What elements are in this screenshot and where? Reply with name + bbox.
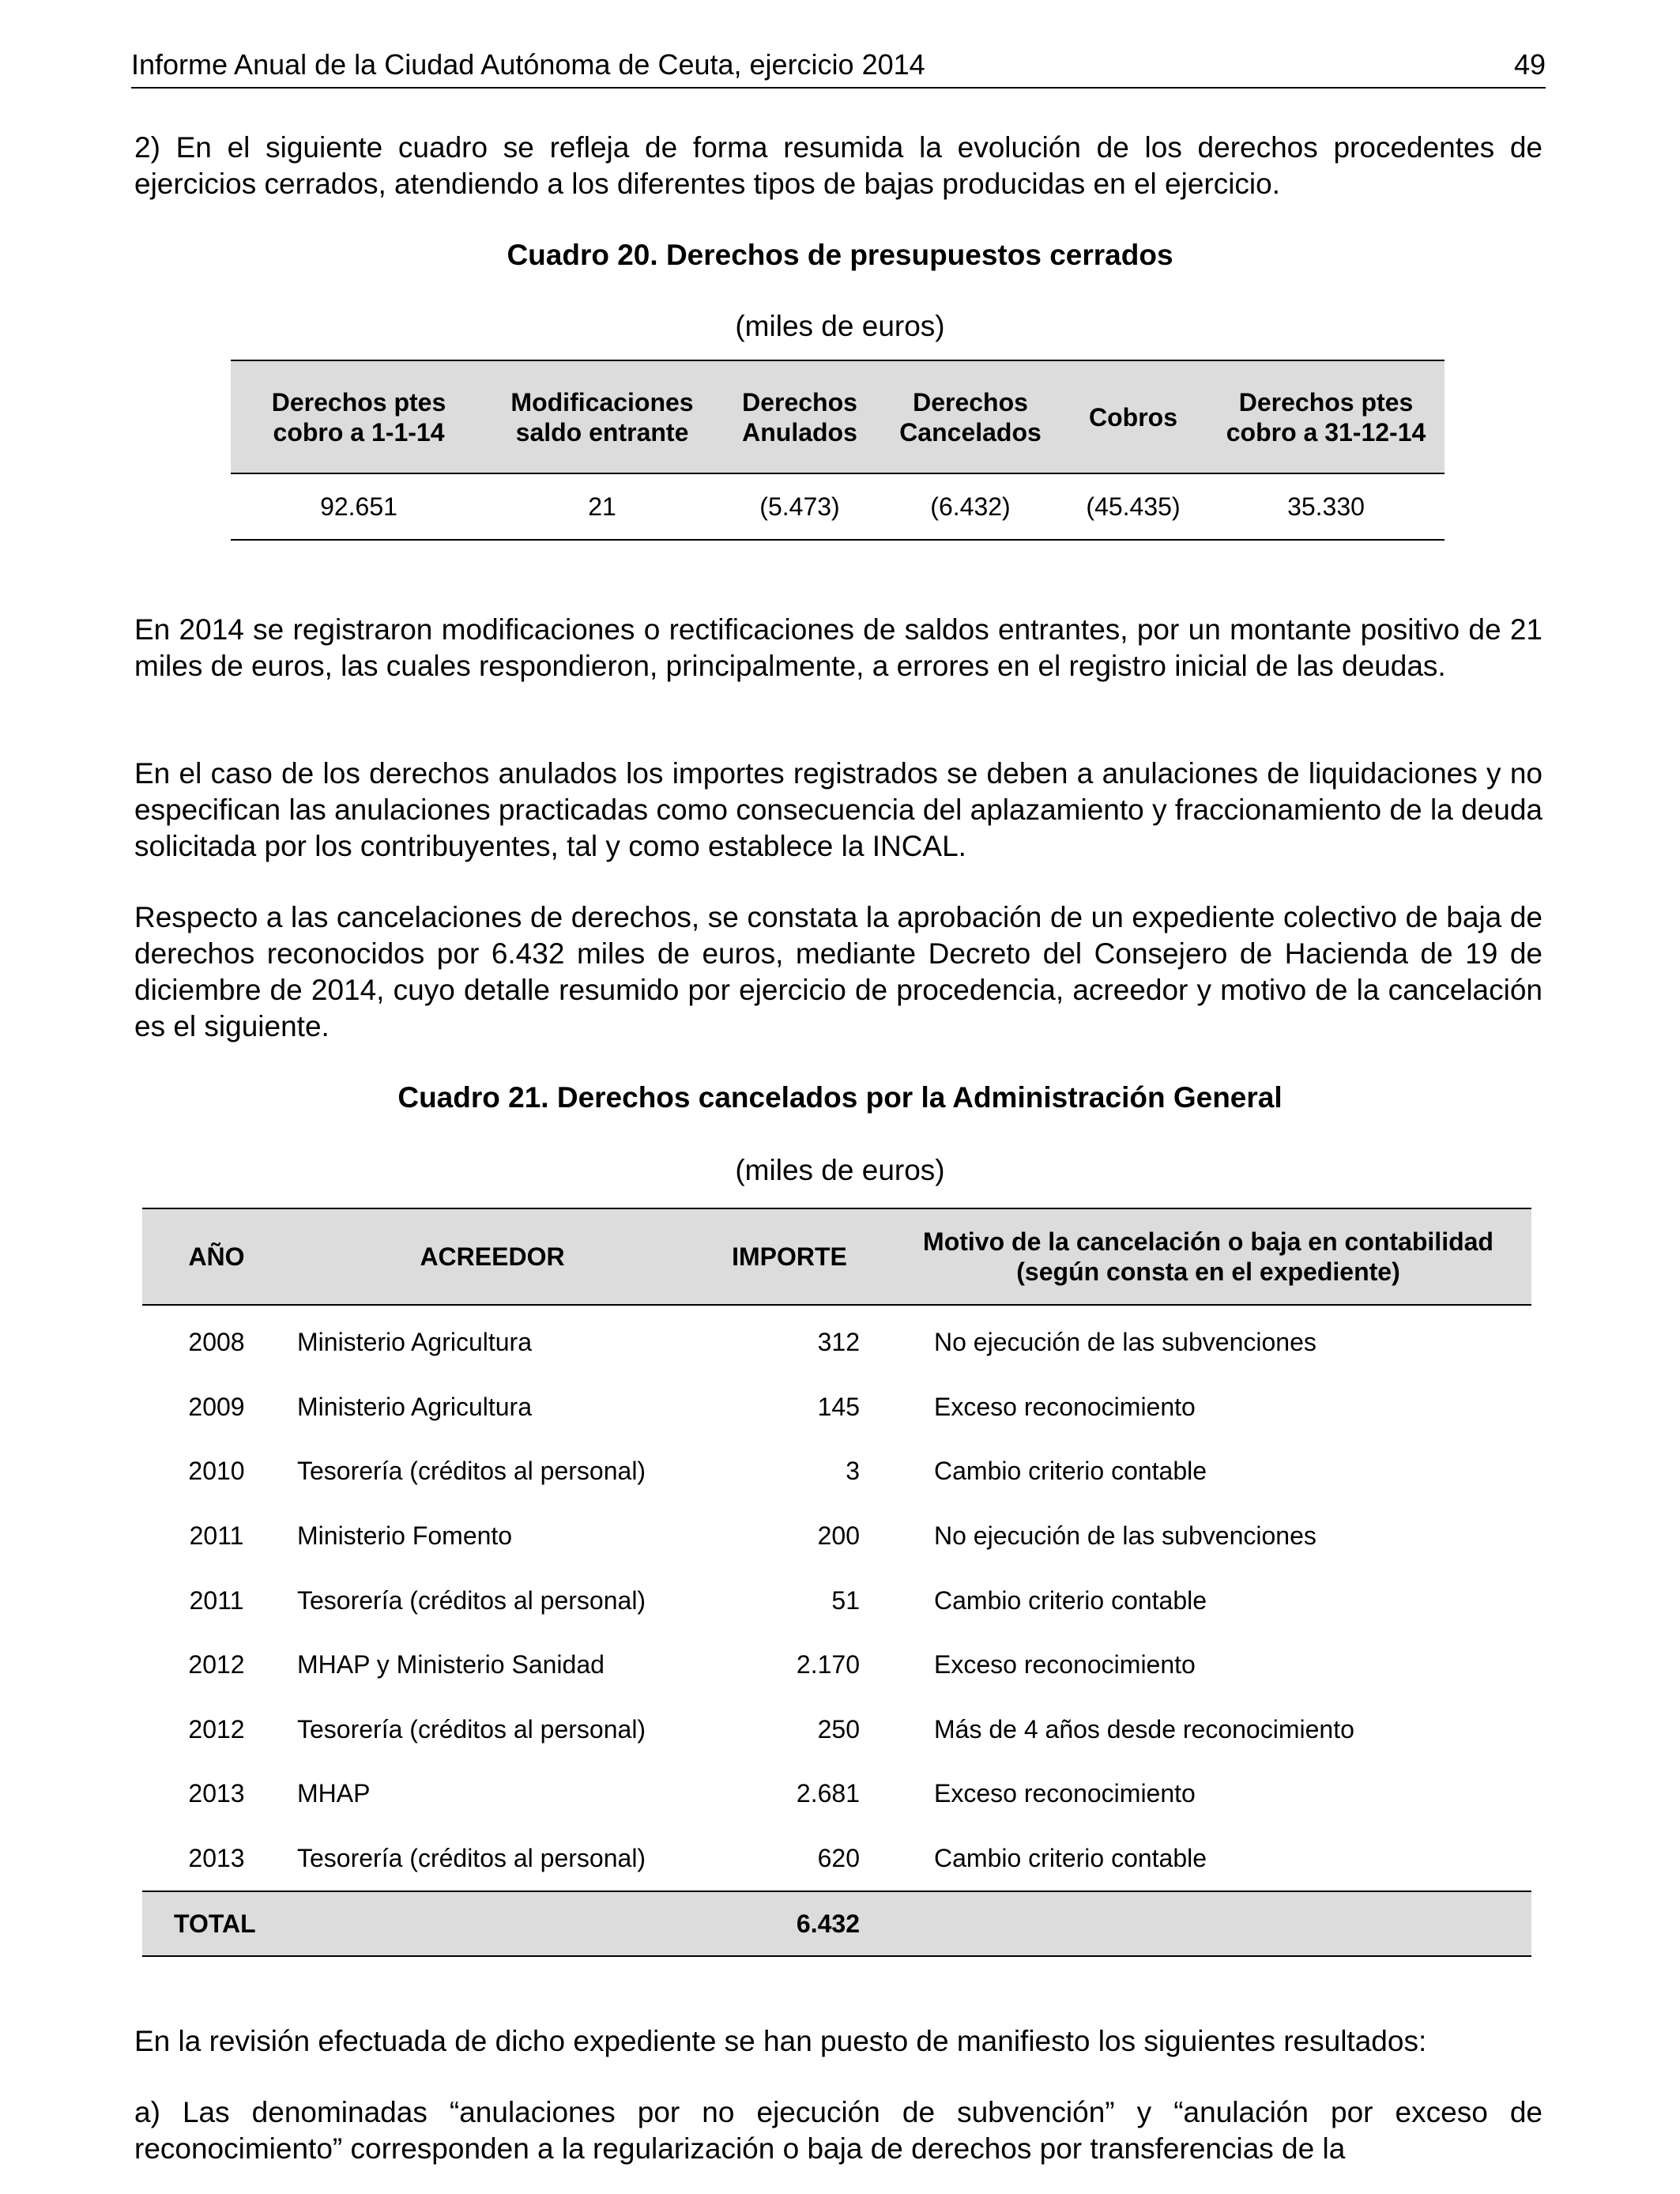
table-row xyxy=(142,1439,1531,1504)
total-empty-cell xyxy=(885,1891,1531,1956)
table20-cell: (6.432) xyxy=(882,473,1059,540)
header-year: AÑO xyxy=(142,1208,291,1305)
table20-header-cell: Derechos Cancelados xyxy=(882,360,1059,473)
creditor-cell: Tesorería (créditos al personal) xyxy=(297,1457,646,1486)
table-row xyxy=(231,473,1445,540)
creditor-cell: Tesorería (créditos al personal) xyxy=(297,1714,646,1744)
year-cell: 2013 xyxy=(188,1844,245,1873)
creditor-cell: Tesorería (créditos al personal) xyxy=(297,1844,646,1873)
table20-header-cell: Derechos ptes cobro a 1-1-14 xyxy=(231,360,487,473)
creditor-cell: MHAP xyxy=(297,1779,371,1808)
table21-units: (miles de euros) xyxy=(735,1154,945,1186)
year-cell: 2013 xyxy=(188,1779,245,1808)
table20-cell: (5.473) xyxy=(718,473,882,540)
paragraph-revision: En la revisión efectuada de dicho expediente se han puesto de manifiesto los siguientes resultados: xyxy=(134,2025,1427,2057)
table20-header-row xyxy=(231,360,1445,473)
creditor-cell: Tesorería (créditos al personal) xyxy=(297,1585,646,1615)
table20-cell: 35.330 xyxy=(1207,473,1445,540)
year-cell: 2011 xyxy=(189,1521,244,1551)
table20-cell: 92.651 xyxy=(231,473,487,540)
year-cell: 2012 xyxy=(188,1714,245,1744)
year-cell: 2010 xyxy=(188,1457,245,1486)
table-row xyxy=(142,1633,1531,1698)
page-number: 49 xyxy=(1513,48,1546,81)
table20-header-cell: Derechos Anulados xyxy=(718,360,882,473)
header-creditor: ACREEDOR xyxy=(291,1208,694,1305)
table20-units: (miles de euros) xyxy=(735,310,945,342)
total-row xyxy=(142,1891,1531,1956)
paragraph-modificaciones: En 2014 se registraron modificaciones o rectificaciones de saldos entrantes, por un montante positivo de 21 miles de euros, las cuales respondieron, principalmente, a errores en el registro inicial de las deudas. xyxy=(134,613,1543,682)
amount-cell: 620 xyxy=(817,1844,860,1873)
reason-cell: No ejecución de las subvenciones xyxy=(934,1521,1317,1551)
creditor-cell: Ministerio Fomento xyxy=(297,1521,513,1551)
paragraph-cancelaciones: Respecto a las cancelaciones de derechos, se constata la aprobación de un expediente colectivo de baja de derechos reconocidos por 6.432 miles de euros, mediante Decreto del Consejero de Hacienda de 19 de diciembre de 2014, cuyo detalle resumido por ejercicio de procedencia, acreedor y motivo de la cancelación es el siguiente. xyxy=(134,901,1543,1042)
table-row xyxy=(142,1698,1531,1762)
amount-cell: 3 xyxy=(846,1457,860,1486)
reason-cell: Cambio criterio contable xyxy=(934,1844,1207,1873)
report-title: Informe Anual de la Ciudad Autónoma de Ceuta, ejercicio 2014 xyxy=(131,48,925,81)
table20-caption: Cuadro 20. Derechos de presupuestos cerrados xyxy=(507,239,1173,271)
table-row xyxy=(142,1762,1531,1826)
table21-caption: Cuadro 21. Derechos cancelados por la Administración General xyxy=(397,1081,1283,1114)
reason-cell: No ejecución de las subvenciones xyxy=(934,1328,1317,1357)
table20-header-cell: Cobros xyxy=(1059,360,1207,473)
reason-cell: Exceso reconocimiento xyxy=(934,1392,1196,1421)
amount-cell: 200 xyxy=(817,1521,860,1551)
intro-paragraph: 2) En el siguiente cuadro se refleja de forma resumida la evolución de los derechos procedentes de ejercicios cerrados, atendiendo a los diferentes tipos de bajas producidas en el ejercicio. xyxy=(134,131,1543,200)
amount-cell: 250 xyxy=(817,1714,860,1744)
table-derechos-cancelados xyxy=(142,1208,1531,1957)
table20-header-cell: Derechos ptes cobro a 31-12-14 xyxy=(1207,360,1445,473)
creditor-cell: MHAP y Ministerio Sanidad xyxy=(297,1650,605,1679)
reason-cell: Cambio criterio contable xyxy=(934,1457,1207,1486)
amount-cell: 145 xyxy=(817,1392,860,1421)
header-reason: Motivo de la cancelación o baja en contabilidad (según consta en el expediente) xyxy=(885,1208,1531,1305)
table-row xyxy=(142,1305,1531,1375)
year-cell: 2008 xyxy=(188,1328,245,1357)
paragraph-anulados: En el caso de los derechos anulados los importes registrados se deben a anulaciones de liquidaciones y no especifican las anulaciones practicadas como consecuencia del aplazamiento y fraccionamiento de la deuda solicitada por los contribuyentes, tal y como establece la INCAL. xyxy=(134,757,1543,862)
amount-cell: 312 xyxy=(817,1328,860,1357)
table20-cell: (45.435) xyxy=(1059,473,1207,540)
reason-cell: Más de 4 años desde reconocimiento xyxy=(934,1714,1354,1744)
year-cell: 2011 xyxy=(189,1585,244,1615)
creditor-cell: Ministerio Agricultura xyxy=(297,1328,532,1357)
table-row xyxy=(142,1568,1531,1633)
year-cell: 2009 xyxy=(188,1392,245,1421)
table20-cell: 21 xyxy=(487,473,718,540)
table-row xyxy=(142,1826,1531,1892)
total-label: TOTAL xyxy=(142,1891,291,1956)
table-row xyxy=(142,1504,1531,1569)
amount-cell: 51 xyxy=(831,1585,860,1615)
total-amount: 6.432 xyxy=(694,1891,885,1956)
table20-header-cell: Modificaciones saldo entrante xyxy=(487,360,718,473)
year-cell: 2012 xyxy=(188,1650,245,1679)
table21-header-row xyxy=(142,1208,1531,1305)
reason-cell: Exceso reconocimiento xyxy=(934,1650,1196,1679)
reason-cell: Cambio criterio contable xyxy=(934,1585,1207,1615)
amount-cell: 2.170 xyxy=(796,1650,860,1679)
creditor-cell: Ministerio Agricultura xyxy=(297,1392,532,1421)
table-derechos-presupuestos-cerrados xyxy=(231,360,1445,541)
paragraph-anulaciones-subvencion: a) Las denominadas “anulaciones por no ejecución de subvención” y “anulación por exceso de reconocimiento” corresponden a la regularización o baja de derechos por transferencias de la xyxy=(134,2096,1543,2165)
header-amount: IMPORTE xyxy=(694,1208,885,1305)
reason-cell: Exceso reconocimiento xyxy=(934,1779,1196,1808)
amount-cell: 2.681 xyxy=(796,1779,860,1808)
page-header xyxy=(131,47,1546,89)
table-row xyxy=(142,1375,1531,1440)
total-empty-cell xyxy=(291,1891,694,1956)
